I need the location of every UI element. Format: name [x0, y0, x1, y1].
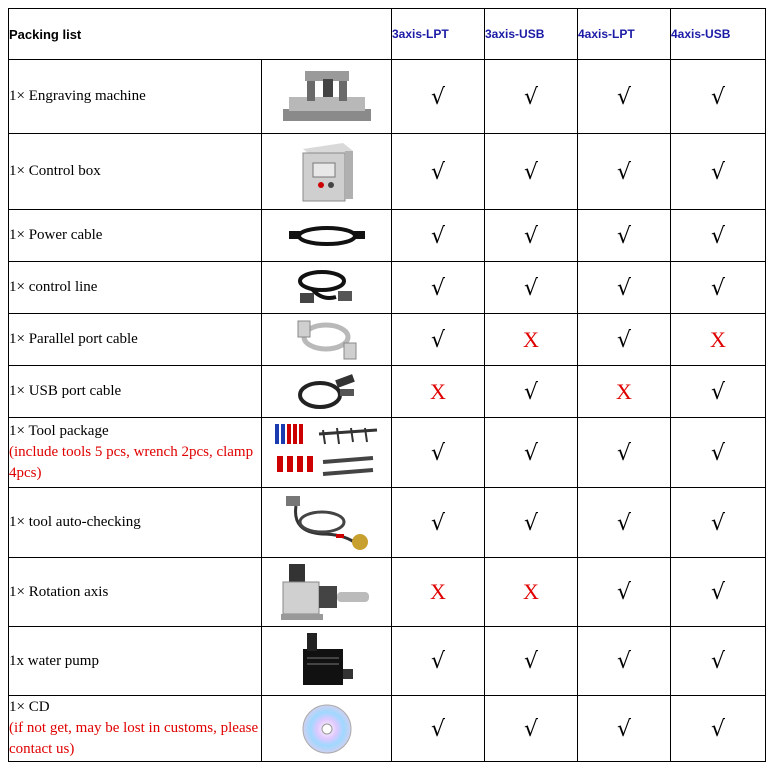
- check-mark: √: [616, 580, 632, 605]
- check-mark: √: [430, 716, 446, 742]
- check-mark: √: [710, 510, 726, 536]
- item-name: 1× USB port cable: [9, 383, 122, 399]
- mark-cell: [392, 627, 485, 696]
- mark-cell: [671, 418, 766, 488]
- check-mark: √: [523, 716, 539, 742]
- mark-cell: [671, 134, 766, 210]
- table-row: [9, 418, 766, 488]
- mark-cell: [392, 558, 485, 627]
- mark-cell: [578, 134, 671, 210]
- item-name-cell: [9, 210, 262, 262]
- mark-cell: [671, 314, 766, 366]
- item-name-cell: [9, 60, 262, 134]
- column-header-3axis-usb: 3axis-USB: [485, 9, 578, 60]
- check-mark: √: [523, 159, 539, 185]
- cd-image: [262, 696, 392, 762]
- check-mark: √: [710, 580, 726, 605]
- table-row: [9, 366, 766, 418]
- mark-cell: [485, 366, 578, 418]
- mark-cell: [671, 627, 766, 696]
- rotation-axis-image: [262, 558, 392, 627]
- check-mark: √: [710, 716, 726, 742]
- mark-cell: [485, 558, 578, 627]
- item-name-cell: [9, 627, 262, 696]
- check-mark: √: [430, 510, 446, 536]
- check-mark: √: [430, 223, 446, 249]
- check-mark: √: [523, 223, 539, 249]
- check-mark: √: [523, 84, 539, 110]
- check-mark: √: [616, 223, 632, 249]
- mark-cell: [578, 366, 671, 418]
- mark-cell: [392, 696, 485, 762]
- check-mark: √: [710, 84, 726, 110]
- mark-cell: [671, 366, 766, 418]
- water-pump-image: [262, 627, 392, 696]
- table-row: [9, 60, 766, 134]
- item-name: 1× Parallel port cable: [9, 331, 138, 347]
- check-mark: √: [430, 649, 446, 674]
- check-mark: √: [616, 649, 632, 674]
- item-note: (if not get, may be lost in customs, please contact us): [9, 720, 259, 757]
- mark-cell: [578, 210, 671, 262]
- table-row: [9, 558, 766, 627]
- check-mark: √: [710, 223, 726, 249]
- mark-cell: [578, 60, 671, 134]
- control-line-image: [262, 262, 392, 314]
- tool-sensor-image: [262, 488, 392, 558]
- check-mark: √: [616, 84, 632, 110]
- item-name-cell: [9, 488, 262, 558]
- item-name: 1× tool auto-checking: [9, 514, 141, 530]
- mark-cell: [485, 696, 578, 762]
- check-mark: √: [616, 440, 632, 466]
- packing-list-table: [8, 8, 766, 762]
- item-name: 1x water pump: [9, 652, 99, 669]
- mark-cell: [671, 558, 766, 627]
- cross-mark: X: [523, 326, 539, 352]
- mark-cell: [485, 210, 578, 262]
- item-name: 1× CD: [9, 699, 50, 715]
- table-row: [9, 262, 766, 314]
- mark-cell: [485, 60, 578, 134]
- mark-cell: [578, 558, 671, 627]
- check-mark: √: [710, 379, 726, 405]
- mark-cell: [485, 262, 578, 314]
- packing-list-title: Packing list: [9, 9, 392, 60]
- cross-mark: X: [430, 579, 446, 604]
- item-name-cell: [9, 696, 262, 762]
- mark-cell: [392, 488, 485, 558]
- mark-cell: [392, 210, 485, 262]
- check-mark: √: [710, 649, 726, 674]
- item-note: (include tools 5 pcs, wrench 2pcs, clamp 4pcs): [9, 444, 254, 481]
- item-name-cell: [9, 314, 262, 366]
- cross-mark: X: [430, 378, 446, 404]
- control-box-image: [262, 134, 392, 210]
- mark-cell: [392, 366, 485, 418]
- mark-cell: [671, 60, 766, 134]
- item-name: 1× Tool package: [9, 423, 109, 439]
- mark-cell: [578, 488, 671, 558]
- item-name: 1× Rotation axis: [9, 583, 109, 600]
- item-name-cell: [9, 366, 262, 418]
- check-mark: √: [710, 440, 726, 466]
- table-row: [9, 696, 766, 762]
- mark-cell: [578, 627, 671, 696]
- table-row: [9, 314, 766, 366]
- header-row: [9, 9, 766, 60]
- power-cable-image: [262, 210, 392, 262]
- column-header-4axis-lpt: 4axis-LPT: [578, 9, 671, 60]
- mark-cell: [578, 262, 671, 314]
- check-mark: √: [523, 440, 539, 466]
- table-row: [9, 134, 766, 210]
- check-mark: √: [710, 275, 726, 301]
- column-header-4axis-usb: 4axis-USB: [671, 9, 766, 60]
- mark-cell: [671, 262, 766, 314]
- check-mark: √: [616, 327, 632, 353]
- check-mark: √: [616, 275, 632, 301]
- check-mark: √: [616, 510, 632, 536]
- cross-mark: X: [710, 326, 726, 352]
- check-mark: √: [710, 159, 726, 185]
- table-row: [9, 488, 766, 558]
- item-name-cell: [9, 418, 262, 488]
- engraving-machine-image: [262, 60, 392, 134]
- check-mark: √: [523, 275, 539, 301]
- mark-cell: [485, 627, 578, 696]
- check-mark: √: [430, 440, 446, 466]
- mark-cell: [392, 134, 485, 210]
- item-name: 1× Engraving machine: [9, 88, 146, 104]
- item-name-cell: [9, 558, 262, 627]
- mark-cell: [392, 418, 485, 488]
- check-mark: √: [430, 327, 446, 353]
- mark-cell: [671, 488, 766, 558]
- mark-cell: [578, 696, 671, 762]
- check-mark: √: [430, 275, 446, 301]
- item-name: 1× control line: [9, 279, 98, 295]
- table-row: [9, 210, 766, 262]
- check-mark: √: [523, 510, 539, 536]
- mark-cell: [578, 418, 671, 488]
- parallel-port-cable-image: [262, 314, 392, 366]
- usb-port-cable-image: [262, 366, 392, 418]
- mark-cell: [392, 60, 485, 134]
- cross-mark: X: [616, 378, 632, 404]
- tool-package-image: [262, 418, 392, 488]
- column-header-3axis-lpt: 3axis-LPT: [392, 9, 485, 60]
- mark-cell: [578, 314, 671, 366]
- check-mark: √: [430, 159, 446, 185]
- item-name-cell: [9, 134, 262, 210]
- item-name: 1× Control box: [9, 163, 101, 179]
- cross-mark: X: [523, 579, 539, 604]
- table-row: [9, 627, 766, 696]
- mark-cell: [485, 314, 578, 366]
- check-mark: √: [430, 84, 446, 110]
- mark-cell: [392, 314, 485, 366]
- item-name-cell: [9, 262, 262, 314]
- check-mark: √: [523, 649, 539, 674]
- item-name: 1× Power cable: [9, 227, 103, 243]
- check-mark: √: [616, 159, 632, 185]
- mark-cell: [485, 134, 578, 210]
- mark-cell: [485, 418, 578, 488]
- check-mark: √: [523, 379, 539, 405]
- check-mark: √: [616, 716, 632, 742]
- mark-cell: [671, 696, 766, 762]
- mark-cell: [485, 488, 578, 558]
- mark-cell: [392, 262, 485, 314]
- mark-cell: [671, 210, 766, 262]
